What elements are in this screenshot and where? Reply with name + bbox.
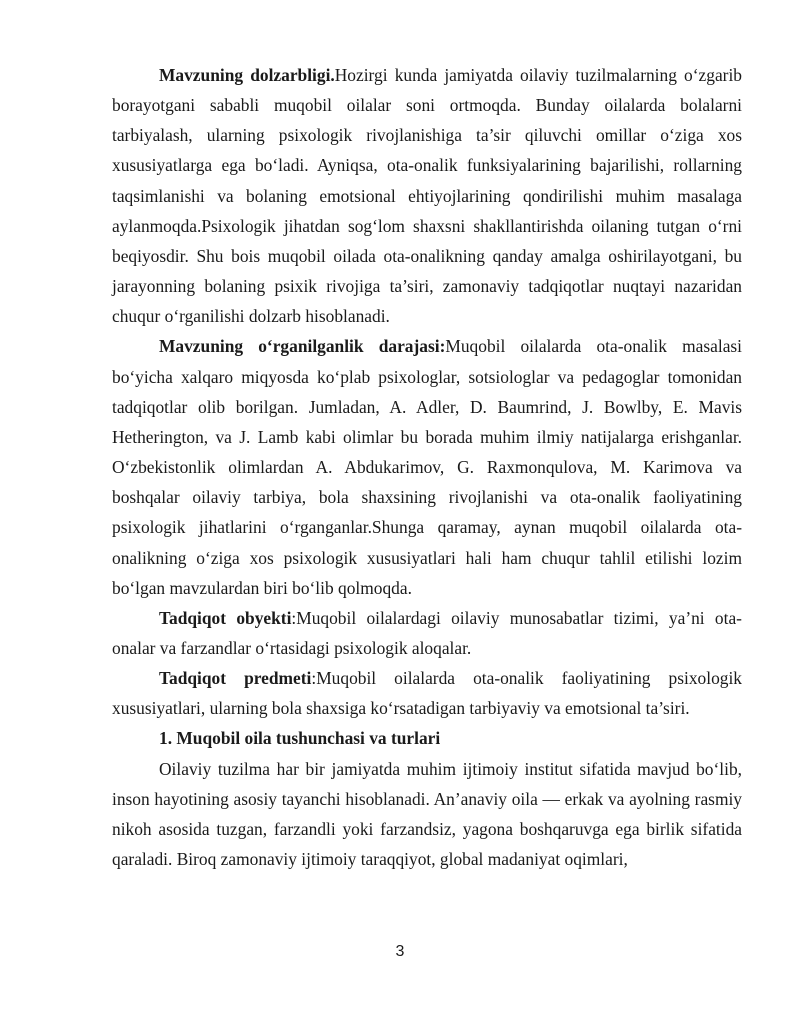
- page-number: 3: [395, 943, 405, 960]
- paragraph-research-subject: [112, 663, 742, 723]
- paragraph-text: Hozirgi kunda jamiyatda oilaviy tuzilmalarning o‘zgarib borayotgani sababli muqobil oilalar soni ortmoqda. Bunday oilalarda bolalarni tarbiyalash, ularning psixologik rivojlanishiga ta’sir qiluvchi omillar o‘ziga xos xususiyatlarga ega bo‘ladi. Ayniqsa, ota-onalik funksiyalarining bajarilishi, rollarning taqsimlanishi va bolaning emotsional ehtiyojlarining qondirilishi muhim masalaga aylanmoqda.Psixologik jihatdan sog‘lom shaxsni shakllantirishda oilaning tutgan o‘rni beqiyosdir. Shu bois muqobil oilada ota-onalikning qanday amalga oshirilayotgani, bu jarayonning bolaning psixik rivojiga ta’siri, zamonaviy tadqiqotlar nuqtayi nazaridan chuqur o‘rganilishi dolzarb hisoblanadi.: [112, 65, 742, 327]
- document-page: [112, 60, 742, 874]
- section-heading: 1. Muqobil oila tushunchasi va turlari: [159, 728, 441, 749]
- paragraph-lead: Tadqiqot predmeti: [159, 668, 312, 689]
- paragraph-lead: Tadqiqot obyekti: [159, 607, 292, 628]
- paragraph-research-object: [112, 603, 742, 663]
- paragraph-lead: Mavzuning o‘rganilganlik darajasi:: [159, 336, 446, 357]
- section-paragraph: Oilaviy tuzilma har bir jamiyatda muhim ijtimoiy institut sifatida mavjud bo‘lib, inson hayotining asosiy tayanchi hisoblanadi. An’anaviy oila — erkak va ayolning rasmiy nikoh asosida tuzgan, farzandli yoki farzandsiz, yagona boshqaruvga ega birlik sifatida qaraladi. Biroq zamonaviy ijtimoiy taraqqiyot, global madaniyat oqimlari,: [112, 758, 742, 870]
- paragraph-lead: Mavzuning dolzarbligi.: [159, 65, 335, 85]
- paragraph-text: Muqobil oilalarda ota-onalik masalasi bo‘yicha xalqaro miqyosda ko‘plab psixologlar, sotsiologlar va pedagoglar tomonidan tadqiqotlar olib borilgan. Jumladan, A. Adler, D. Baumrind, J. Bowlby, E. Mavis Hetherington, va J. Lamb kabi olimlar bu borada muhim ilmiy natijalarga erishganlar. O‘zbekistonlik olimlardan A. Abdukarimov, G. Raxmonqulova, M. Karimova va boshqalar oilaviy tarbiya, bola shaxsining rivojlanishi va ota-onalik faoliyatining psixologik jihatlarini o‘rganganlar.Shunga qaramay, aynan muqobil oilalarda ota-onalikning o‘ziga xos psixologik xususiyatlari hali ham chuqur tahlil etilishi lozim bo‘lgan mavzulardan biri bo‘lib qolmoqda.: [112, 336, 743, 598]
- paragraph-text: :Muqobil oilalardagi oilaviy munosabatlar tizimi, ya’ni ota-onalar va farzandlar o‘rtasidagi psixologik aloqalar.: [112, 607, 742, 658]
- paragraph-study-level: [112, 331, 742, 602]
- paragraph-relevance: [112, 60, 742, 331]
- paragraph-text: :Muqobil oilalarda ota-onalik faoliyatining psixologik xususiyatlari, ularning bola shaxsiga ko‘rsatadigan tarbiyaviy va emotsional ta’siri.: [112, 668, 742, 719]
